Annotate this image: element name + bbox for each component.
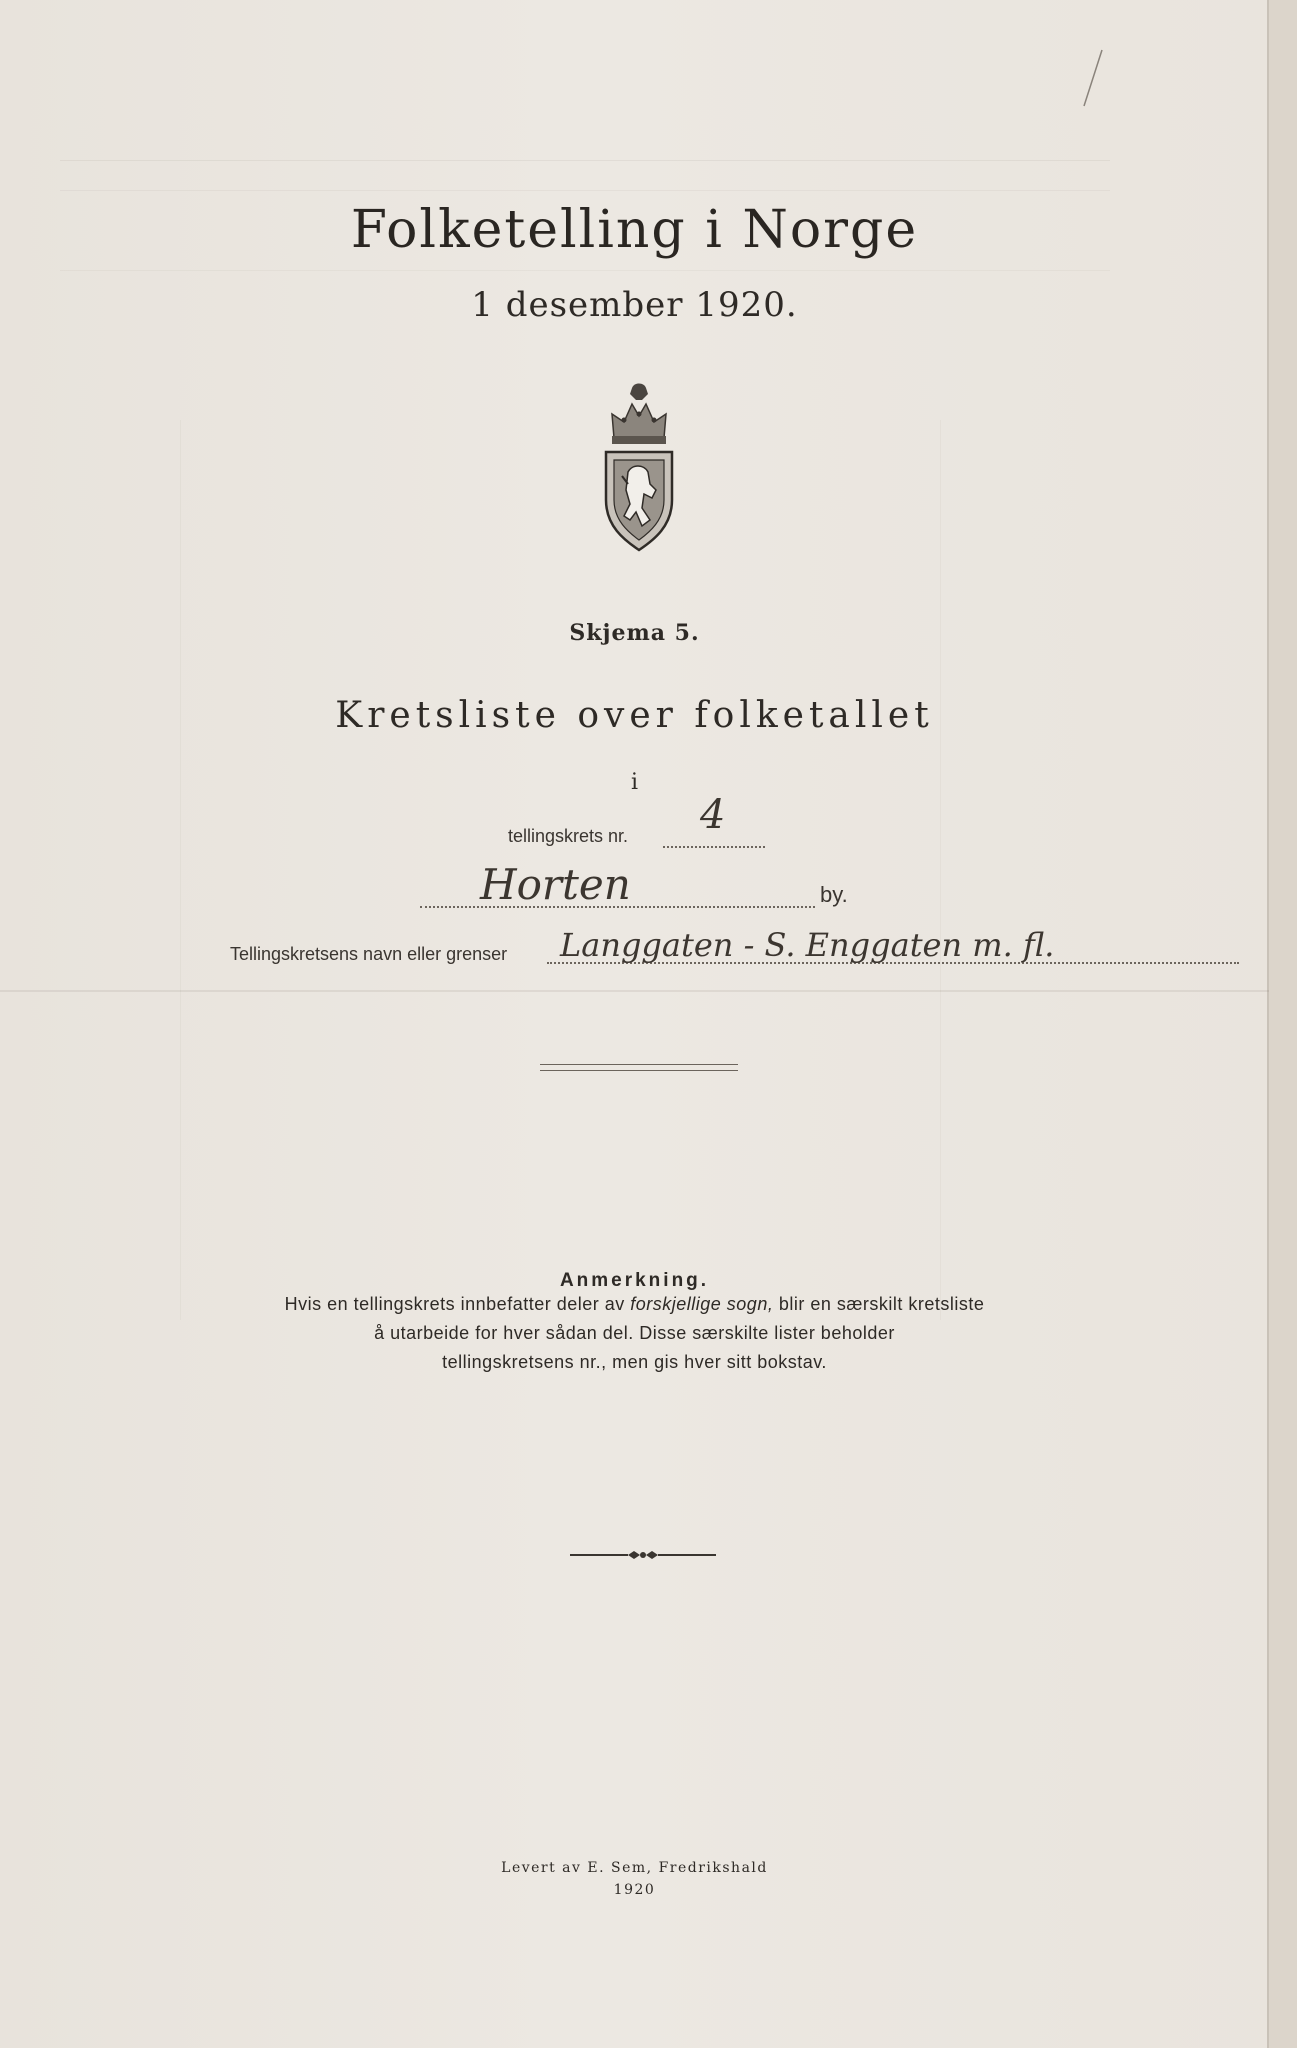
note-line-3: tellingskretsens nr., men gis hver sitt bokstav. <box>442 1352 827 1372</box>
ornamental-divider-icon <box>568 1548 718 1562</box>
note-heading: Anmerkning. <box>559 1270 710 1291</box>
district-number-line <box>663 846 765 848</box>
district-names-label: Tellingskretsens navn eller grenser <box>230 944 508 964</box>
town-suffix: by. <box>820 882 848 907</box>
form-heading: Kretsliste over folketallet <box>335 695 934 736</box>
district-names-value: Langgaten - S. Enggaten m. fl. <box>560 926 1055 964</box>
note-line-1-text-b: blir en særskilt kretsliste <box>773 1294 985 1314</box>
paper-fold <box>0 990 1269 992</box>
norwegian-coat-of-arms-icon <box>598 380 680 555</box>
note-line-2: å utarbeide for hver sådan del. Disse særskilte lister beholder <box>374 1323 895 1343</box>
page-edge <box>1269 0 1297 2048</box>
district-number-value: 4 <box>700 792 726 838</box>
pencil-mark-icon <box>1078 48 1108 108</box>
preposition: i <box>630 770 639 795</box>
schema-number: Skjema 5. <box>569 620 700 646</box>
printer-year: 1920 <box>613 1882 656 1898</box>
town-value: Horten <box>480 860 631 909</box>
printer-credit: Levert av E. Sem, Fredrikshald <box>501 1860 768 1876</box>
note-line-1-emphasis: forskjellige sogn, <box>630 1294 774 1314</box>
page-title: Folketelling i Norge <box>350 200 919 260</box>
note-line-1 <box>0 1294 1269 1315</box>
district-number-label: tellingskrets nr. <box>508 826 629 846</box>
note-line-1-text-a: Hvis en tellingskrets innbefatter deler av <box>284 1294 631 1314</box>
census-date: 1 desember 1920. <box>471 285 798 325</box>
double-rule-divider <box>540 1064 738 1071</box>
